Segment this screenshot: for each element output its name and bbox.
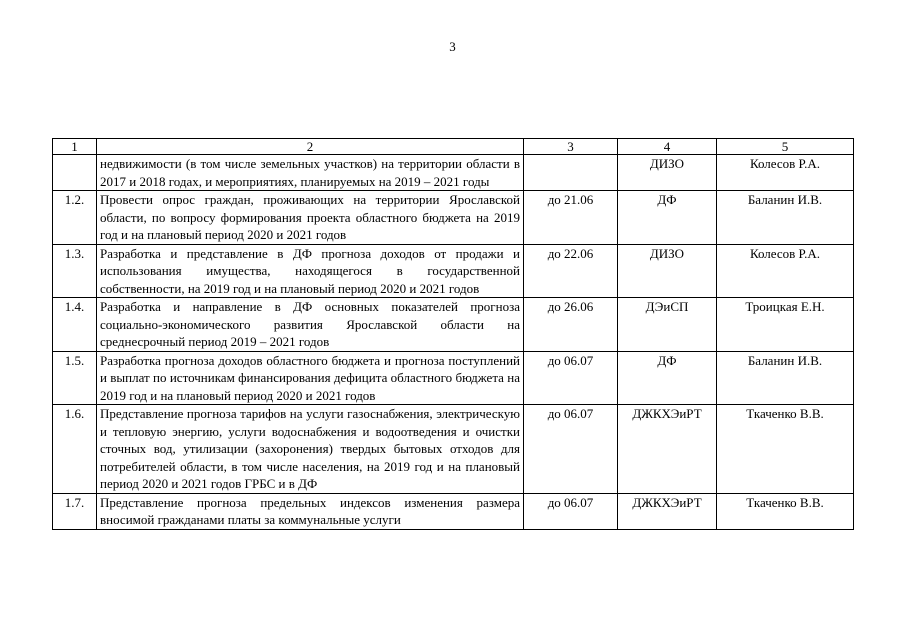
row-number-cell: 1.3. xyxy=(53,244,97,298)
column-header: 2 xyxy=(97,139,524,155)
description-cell: Представление прогноза тарифов на услуги газоснабжения, электрическую и тепловую энергию, услуги водоснабжения и водоотведения и очистки сточных вод, утилизации (захоронения) твердых бытовых отходов для потребителей области, в том числе населения, на 2019 год и на плановый период 2020 и 2021 годов ГРБС и в ДФ xyxy=(97,405,524,494)
deadline-cell: до 21.06 xyxy=(524,191,618,245)
department-cell: ДЖКХЭиРТ xyxy=(618,405,717,494)
description-cell: Разработка и направление в ДФ основных показателей прогноза социально-экономического развития Ярославской области на среднесрочный период 2019 – 2021 годов xyxy=(97,298,524,352)
page-number: 3 xyxy=(449,39,456,54)
responsible-cell: Баланин И.В. xyxy=(717,191,854,245)
table-row xyxy=(53,155,854,191)
responsible-cell: Ткаченко В.В. xyxy=(717,493,854,529)
description-cell: Разработка прогноза доходов областного бюджета и прогноза поступлений и выплат по источникам финансирования дефицита областного бюджета на 2019 год и на плановый период 2020 и 2021 годов xyxy=(97,351,524,405)
plan-table xyxy=(52,138,854,530)
column-header: 3 xyxy=(524,139,618,155)
department-cell: ДЖКХЭиРТ xyxy=(618,493,717,529)
description-cell: Представление прогноза предельных индексов изменения размера вносимой гражданами платы за коммунальные услуги xyxy=(97,493,524,529)
table-row xyxy=(53,405,854,494)
table-row xyxy=(53,191,854,245)
table-row xyxy=(53,493,854,529)
row-number-cell: 1.2. xyxy=(53,191,97,245)
table-header-row xyxy=(53,139,854,155)
column-header: 4 xyxy=(618,139,717,155)
description-cell: Разработка и представление в ДФ прогноза доходов от продажи и использования имущества, находящегося в государственной собственности, на 2019 год и на плановый период 2020 и 2021 годов xyxy=(97,244,524,298)
deadline-cell: до 06.07 xyxy=(524,493,618,529)
deadline-cell: до 06.07 xyxy=(524,351,618,405)
responsible-cell: Ткаченко В.В. xyxy=(717,405,854,494)
responsible-cell: Колесов Р.А. xyxy=(717,244,854,298)
deadline-cell: до 22.06 xyxy=(524,244,618,298)
department-cell: ДФ xyxy=(618,191,717,245)
deadline-cell: до 26.06 xyxy=(524,298,618,352)
table-row xyxy=(53,244,854,298)
row-number-cell: 1.5. xyxy=(53,351,97,405)
table-row xyxy=(53,351,854,405)
responsible-cell: Троицкая Е.Н. xyxy=(717,298,854,352)
department-cell: ДЭиСП xyxy=(618,298,717,352)
deadline-cell: до 06.07 xyxy=(524,405,618,494)
table-row xyxy=(53,298,854,352)
department-cell: ДИЗО xyxy=(618,244,717,298)
column-header: 1 xyxy=(53,139,97,155)
column-header: 5 xyxy=(717,139,854,155)
description-cell: недвижимости (в том числе земельных участков) на территории области в 2017 и 2018 годах, и мероприятиях, планируемых на 2019 – 2021 годы xyxy=(97,155,524,191)
row-number-cell: 1.7. xyxy=(53,493,97,529)
department-cell: ДФ xyxy=(618,351,717,405)
deadline-cell xyxy=(524,155,618,191)
responsible-cell: Баланин И.В. xyxy=(717,351,854,405)
responsible-cell: Колесов Р.А. xyxy=(717,155,854,191)
row-number-cell xyxy=(53,155,97,191)
description-cell: Провести опрос граждан, проживающих на территории Ярославской области, по вопросу формирования проекта областного бюджета на 2019 год и на плановый период 2020 и 2021 годов xyxy=(97,191,524,245)
row-number-cell: 1.6. xyxy=(53,405,97,494)
row-number-cell: 1.4. xyxy=(53,298,97,352)
department-cell: ДИЗО xyxy=(618,155,717,191)
